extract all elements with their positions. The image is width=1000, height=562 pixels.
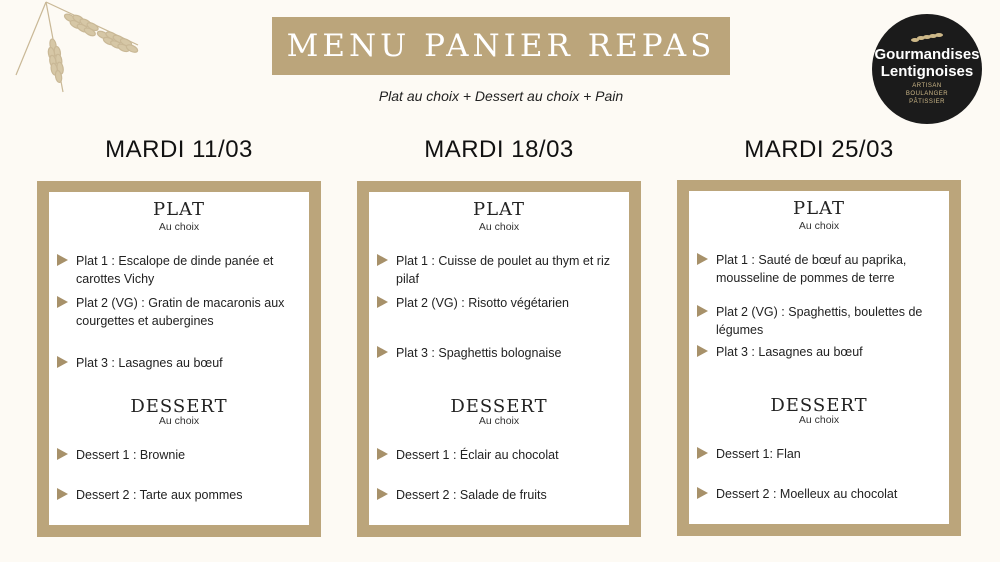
menu-card-inner (369, 192, 629, 525)
triangle-bullet-icon (697, 447, 708, 459)
brand-logo (872, 14, 982, 124)
triangle-bullet-icon (57, 448, 68, 460)
menu-card-inner (689, 191, 949, 524)
item-text: Plat 1 : Sauté de bœuf au paprika, mousseline de pommes de terre (716, 253, 907, 285)
list-item (377, 446, 621, 464)
item-text: Plat 3 : Lasagnes au bœuf (716, 345, 863, 359)
item-text: Dessert 1 : Éclair au chocolat (396, 448, 559, 462)
list-item (377, 344, 621, 362)
triangle-bullet-icon (57, 488, 68, 500)
wheat-decoration-icon (8, 0, 148, 100)
list-item (377, 294, 621, 312)
plat-heading: PLAT (152, 199, 206, 220)
dessert-subheading: Au choix (478, 415, 520, 427)
item-text: Plat 3 : Lasagnes au bœuf (76, 356, 223, 370)
title-banner (272, 17, 730, 75)
logo-sub-2: BOULANGER (905, 91, 949, 97)
plat-subheading: Au choix (158, 221, 200, 233)
item-text: Dessert 2 : Tarte aux pommes (76, 488, 243, 502)
item-text: Dessert 2 : Salade de fruits (396, 488, 547, 502)
logo-line-1: Gourmandises (874, 46, 980, 63)
list-item (697, 343, 941, 361)
logo-sub-1: ARTISAN (912, 83, 942, 89)
dessert-heading: DESSERT (450, 396, 548, 417)
day-heading-3: MARDI 25/03 (744, 136, 894, 163)
list-item (57, 294, 301, 330)
triangle-bullet-icon (377, 254, 388, 266)
dessert-heading: DESSERT (130, 396, 228, 417)
item-text: Dessert 2 : Moelleux au chocolat (716, 487, 898, 501)
item-text: Plat 1 : Escalope de dinde panée et carottes Vichy (76, 254, 274, 286)
day-heading-1: MARDI 11/03 (105, 136, 253, 163)
page-title: MENU PANIER REPAS (286, 28, 716, 64)
plat-heading: PLAT (472, 199, 526, 220)
item-text: Plat 2 (VG) : Gratin de macaronis aux courgettes et aubergines (76, 296, 285, 328)
menu-card-inner (49, 192, 309, 525)
list-item (57, 486, 301, 504)
list-item (57, 252, 301, 288)
plat-heading: PLAT (792, 198, 846, 219)
triangle-bullet-icon (377, 488, 388, 500)
triangle-bullet-icon (57, 254, 68, 266)
day-heading-2: MARDI 18/03 (424, 136, 574, 163)
plat-subheading: Au choix (478, 221, 520, 233)
plat-subheading: Au choix (798, 220, 840, 232)
triangle-bullet-icon (57, 356, 68, 368)
triangle-bullet-icon (377, 296, 388, 308)
triangle-bullet-icon (377, 448, 388, 460)
triangle-bullet-icon (697, 305, 708, 317)
list-item (697, 445, 941, 463)
list-item (57, 354, 301, 372)
logo-sub-3: PÂTISSIER (909, 99, 945, 105)
list-item (57, 446, 301, 464)
menu-card-3 (677, 180, 961, 536)
menu-card-1 (37, 181, 321, 537)
list-item (697, 303, 941, 339)
wheat-logo-icon (910, 32, 944, 44)
item-text: Plat 1 : Cuisse de poulet au thym et riz pilaf (396, 254, 610, 286)
logo-line-2: Lentignoises (880, 63, 974, 80)
triangle-bullet-icon (697, 253, 708, 265)
list-item (377, 486, 621, 504)
triangle-bullet-icon (697, 487, 708, 499)
triangle-bullet-icon (57, 296, 68, 308)
triangle-bullet-icon (377, 346, 388, 358)
triangle-bullet-icon (697, 345, 708, 357)
dessert-subheading: Au choix (798, 414, 840, 426)
list-item (697, 251, 941, 287)
dessert-subheading: Au choix (158, 415, 200, 427)
item-text: Plat 3 : Spaghettis bolognaise (396, 346, 562, 360)
dessert-heading: DESSERT (770, 395, 868, 416)
item-text: Plat 2 (VG) : Risotto végétarien (396, 296, 569, 310)
page-subtitle: Plat au choix + Dessert au choix + Pain (378, 88, 624, 104)
list-item (377, 252, 621, 288)
item-text: Dessert 1: Flan (716, 447, 801, 461)
list-item (697, 485, 941, 503)
menu-card-2 (357, 181, 641, 537)
item-text: Plat 2 (VG) : Spaghettis, boulettes de légumes (716, 305, 923, 337)
item-text: Dessert 1 : Brownie (76, 448, 186, 462)
